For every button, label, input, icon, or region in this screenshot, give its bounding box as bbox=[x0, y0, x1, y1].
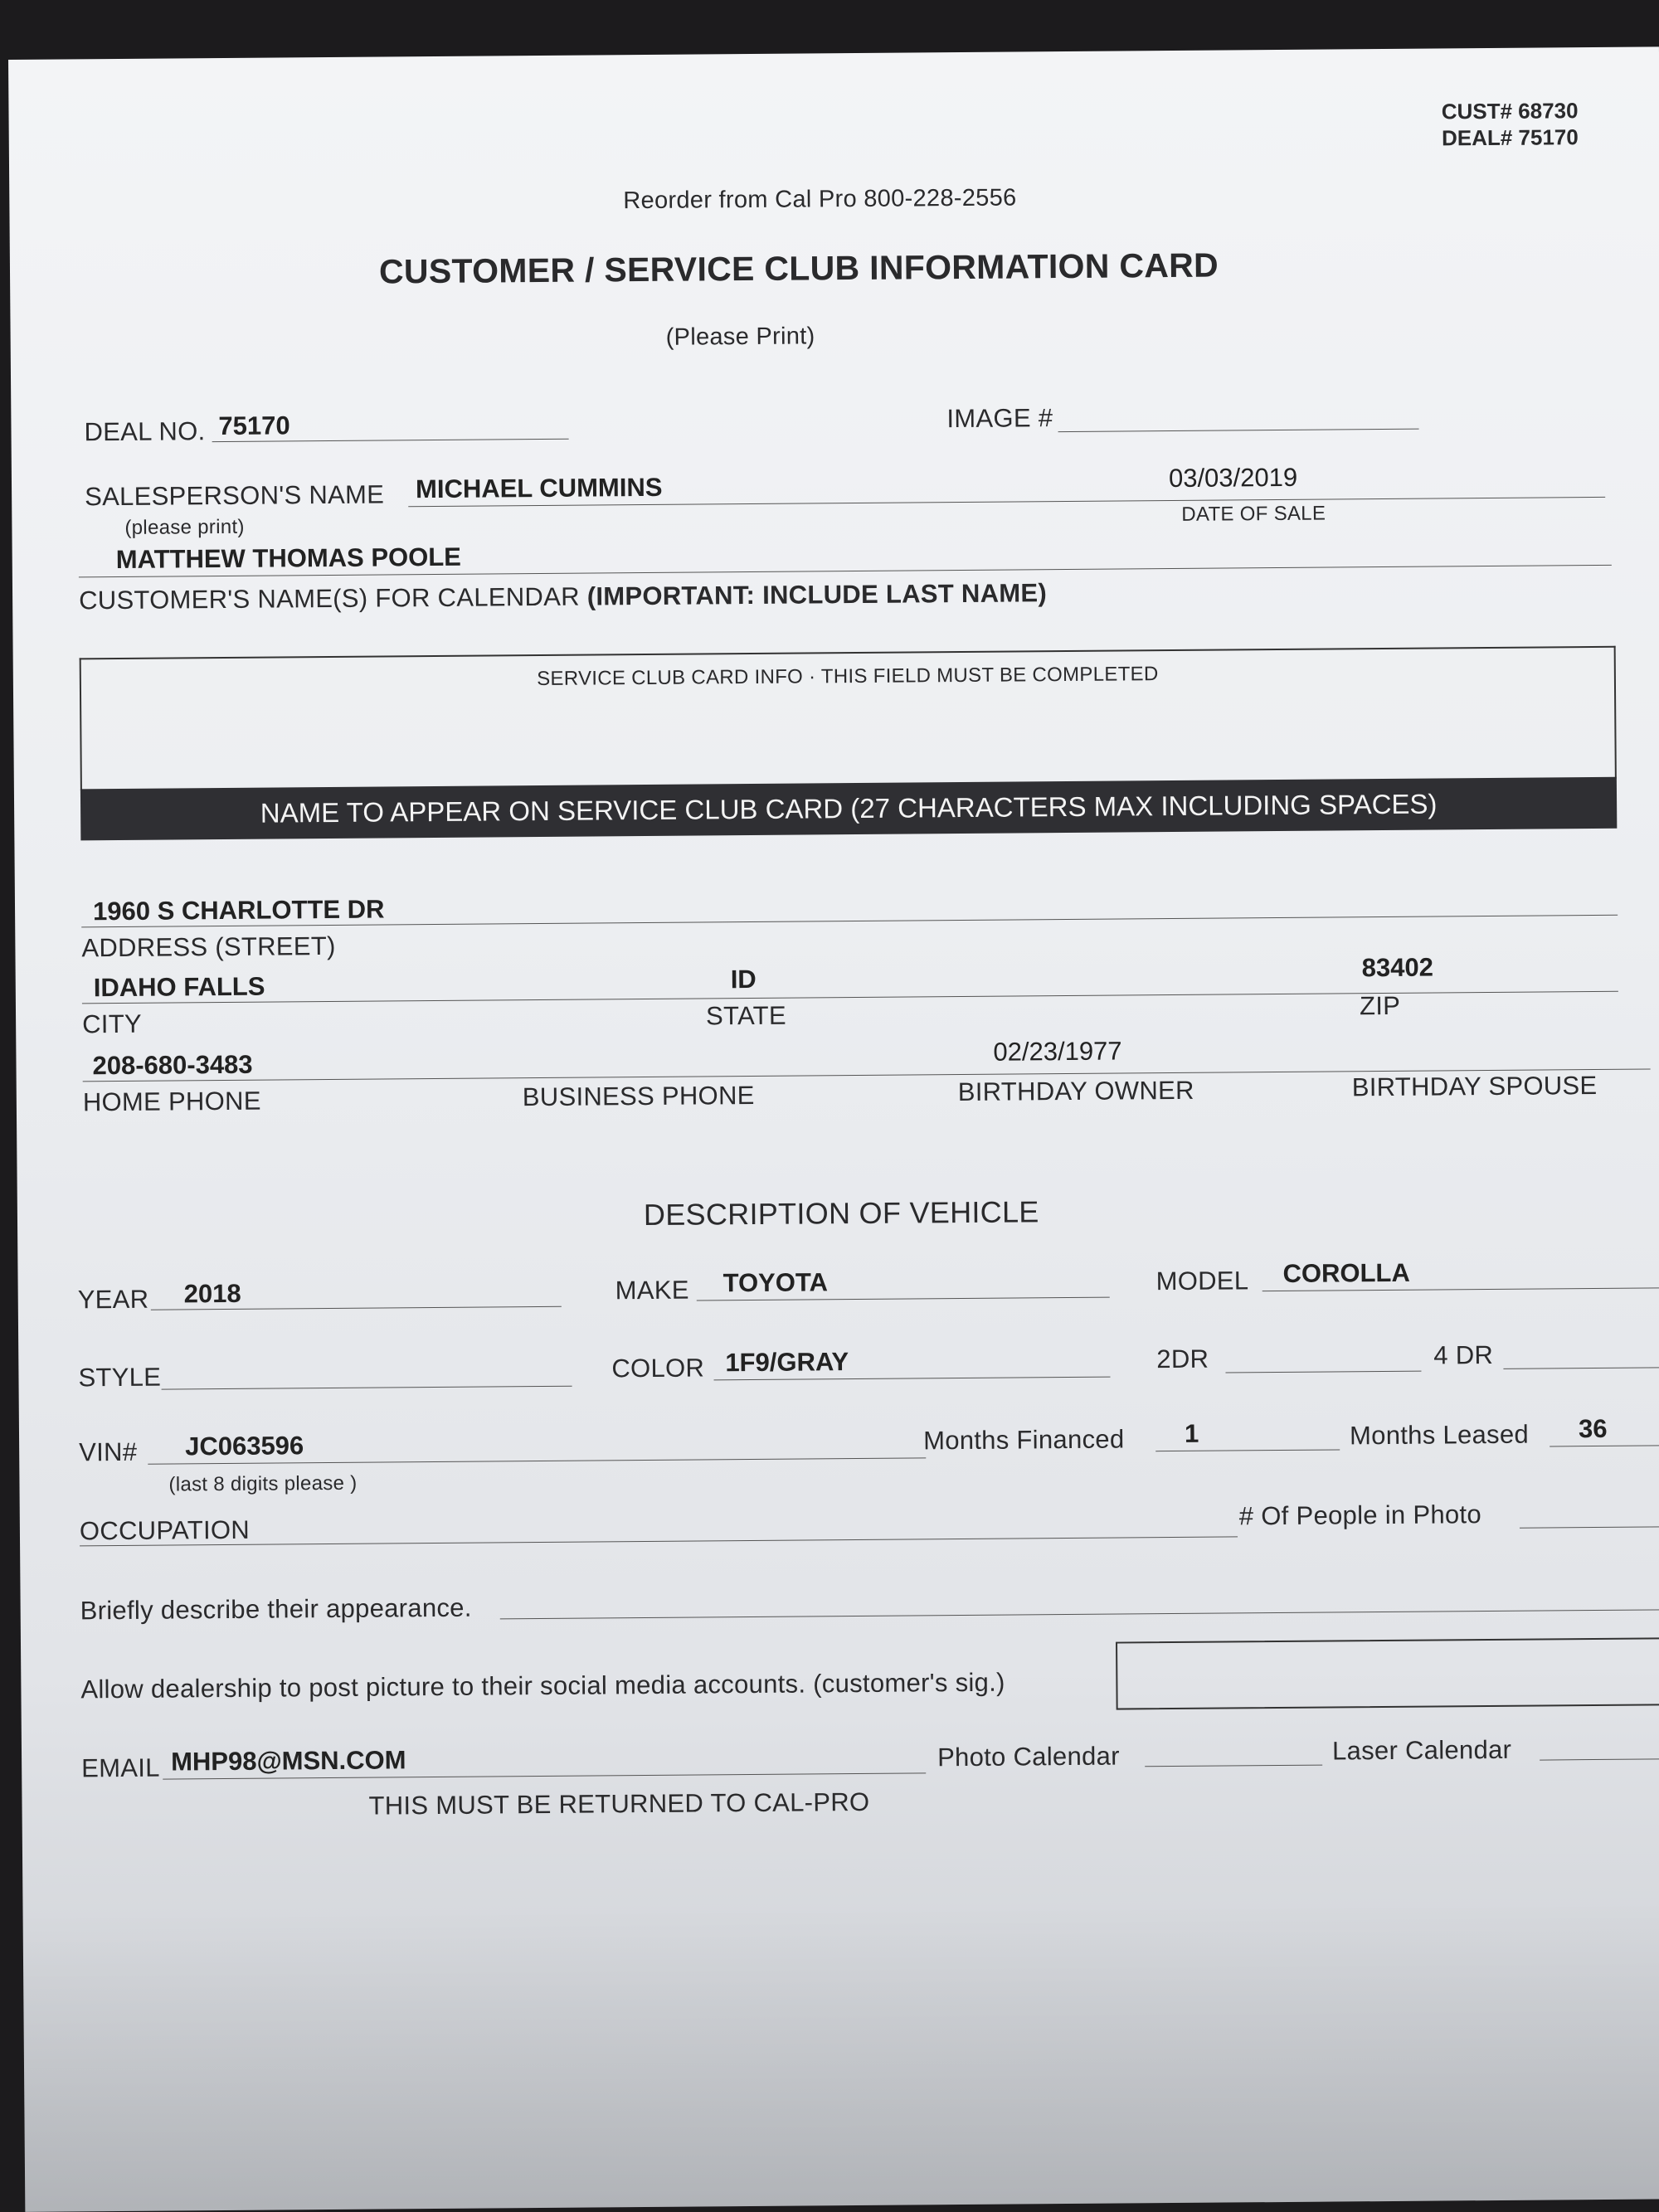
customer-names-value[interactable]: MATTHEW THOMAS POOLE bbox=[115, 542, 462, 574]
image-no-label: IMAGE # bbox=[946, 403, 1053, 434]
home-phone-value[interactable]: 208-680-3483 bbox=[92, 1049, 253, 1081]
corner-numbers bbox=[1442, 97, 1579, 151]
year-value[interactable]: 2018 bbox=[183, 1278, 241, 1309]
appearance-line[interactable] bbox=[500, 1609, 1659, 1619]
return-note: THIS MUST BE RETURNED TO CAL-PRO bbox=[368, 1787, 870, 1821]
birthday-owner-label: BIRTHDAY OWNER bbox=[957, 1075, 1194, 1107]
laser-calendar-label: Laser Calendar bbox=[1331, 1734, 1512, 1766]
months-financed-value[interactable]: 1 bbox=[1184, 1418, 1199, 1448]
people-in-photo-label: # Of People in Photo bbox=[1238, 1500, 1482, 1531]
home-phone-label: HOME PHONE bbox=[82, 1086, 261, 1117]
photo-calendar-label: Photo Calendar bbox=[937, 1741, 1120, 1772]
address-value[interactable]: 1960 S CHARLOTTE DR bbox=[92, 894, 385, 926]
deal-no-value[interactable]: 75170 bbox=[218, 411, 290, 441]
customer-names-label bbox=[79, 578, 1047, 615]
deal-no-label: DEAL NO. bbox=[84, 416, 206, 447]
zip-label: ZIP bbox=[1359, 990, 1401, 1021]
model-value[interactable]: COROLLA bbox=[1282, 1257, 1410, 1288]
vin-label: VIN# bbox=[79, 1437, 138, 1467]
date-of-sale-value[interactable]: 03/03/2019 bbox=[1168, 462, 1298, 493]
date-of-sale-label: DATE OF SALE bbox=[1181, 502, 1326, 526]
vin-sublabel: (last 8 digits please ) bbox=[168, 1471, 358, 1496]
make-label: MAKE bbox=[615, 1275, 689, 1305]
birthday-owner-value[interactable]: 02/23/1977 bbox=[993, 1036, 1122, 1067]
months-financed-label: Months Financed bbox=[922, 1424, 1125, 1456]
city-label: CITY bbox=[81, 1009, 143, 1039]
birthday-spouse-label: BIRTHDAY SPOUSE bbox=[1351, 1070, 1598, 1102]
please-print-note: (Please Print) bbox=[665, 323, 815, 351]
customer-names-label-text: CUSTOMER'S NAME(S) FOR CALENDAR bbox=[78, 581, 580, 615]
service-club-box[interactable] bbox=[80, 646, 1617, 791]
zip-value[interactable]: 83402 bbox=[1361, 952, 1434, 983]
email-value[interactable]: MHP98@MSN.COM bbox=[170, 1745, 406, 1777]
service-club-box-label: SERVICE CLUB CARD INFO · THIS FIELD MUST BE COMPLETED bbox=[537, 663, 1159, 691]
customer-signature-box[interactable] bbox=[1116, 1637, 1659, 1709]
occupation-line[interactable] bbox=[80, 1536, 1238, 1546]
color-value[interactable]: 1F9/GRAY bbox=[725, 1347, 849, 1378]
appearance-label: Briefly describe their appearance. bbox=[80, 1592, 472, 1626]
social-media-label: Allow dealership to post picture to their social media accounts. (customer's sig.) bbox=[80, 1667, 1005, 1704]
photo-calendar-line[interactable] bbox=[1145, 1765, 1322, 1767]
occupation-label: OCCUPATION bbox=[79, 1514, 251, 1546]
salesperson-sublabel: (please print) bbox=[124, 515, 245, 539]
model-label: MODEL bbox=[1155, 1266, 1249, 1296]
paper-shadow bbox=[23, 1900, 1659, 2212]
people-in-photo-line[interactable] bbox=[1520, 1526, 1659, 1528]
style-line bbox=[162, 1386, 572, 1390]
color-label: COLOR bbox=[611, 1353, 705, 1383]
months-financed-line bbox=[1155, 1449, 1340, 1451]
state-value[interactable]: ID bbox=[730, 964, 757, 994]
form-paper bbox=[8, 46, 1659, 2212]
vin-value[interactable]: JC063596 bbox=[184, 1431, 304, 1461]
salesperson-label: SALESPERSON'S NAME bbox=[85, 479, 385, 512]
months-leased-line bbox=[1550, 1445, 1659, 1446]
address-label: ADDRESS (STREET) bbox=[81, 931, 336, 963]
months-leased-value[interactable]: 36 bbox=[1578, 1413, 1608, 1444]
form-title: CUSTOMER / SERVICE CLUB INFORMATION CARD bbox=[378, 246, 1219, 291]
business-phone-label: BUSINESS PHONE bbox=[522, 1080, 755, 1112]
salesperson-value[interactable]: MICHAEL CUMMINS bbox=[415, 472, 663, 504]
image-no-line bbox=[1058, 429, 1419, 432]
state-label: STATE bbox=[705, 1000, 787, 1031]
city-value[interactable]: IDAHO FALLS bbox=[93, 971, 265, 1003]
laser-calendar-line[interactable] bbox=[1540, 1758, 1659, 1760]
four-door-line[interactable] bbox=[1503, 1367, 1659, 1369]
months-leased-label: Months Leased bbox=[1349, 1419, 1530, 1451]
make-value[interactable]: TOYOTA bbox=[722, 1267, 829, 1298]
cust-number: CUST# 68730 bbox=[1441, 98, 1579, 124]
service-club-name-bar: NAME TO APPEAR ON SERVICE CLUB CARD (27 CHARACTERS MAX INCLUDING SPACES) bbox=[80, 777, 1617, 841]
four-door-label: 4 DR bbox=[1433, 1339, 1494, 1370]
year-label: YEAR bbox=[77, 1284, 149, 1315]
two-door-label: 2DR bbox=[1156, 1344, 1209, 1374]
email-label: EMAIL bbox=[81, 1753, 160, 1783]
customer-names-label-important: (IMPORTANT: INCLUDE LAST NAME) bbox=[586, 578, 1048, 611]
reorder-note: Reorder from Cal Pro 800-228-2556 bbox=[623, 184, 1017, 215]
style-label: STYLE bbox=[78, 1362, 162, 1393]
deal-number-corner: DEAL# 75170 bbox=[1441, 124, 1579, 151]
vehicle-heading: DESCRIPTION OF VEHICLE bbox=[643, 1194, 1039, 1232]
two-door-line[interactable] bbox=[1225, 1371, 1421, 1373]
